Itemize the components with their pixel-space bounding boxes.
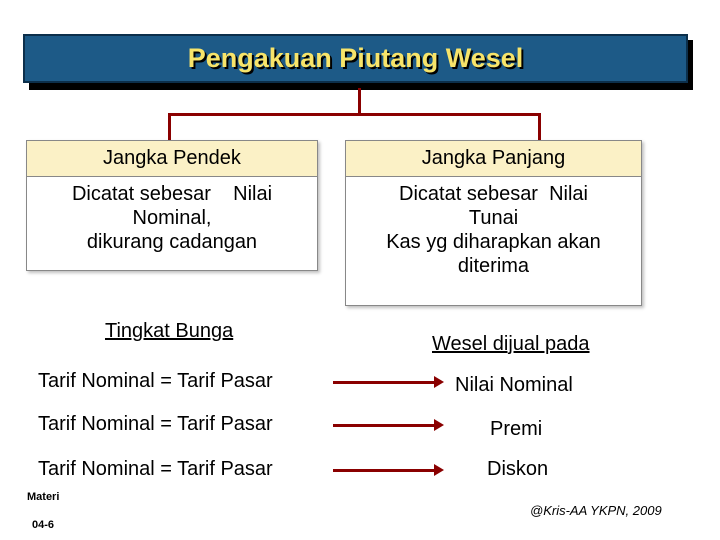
page-title: Pengakuan Piutang Wesel bbox=[187, 43, 524, 73]
footer-materi-label: Materi bbox=[27, 491, 60, 503]
connector-vertical-top bbox=[358, 88, 361, 115]
connector-left-drop bbox=[168, 113, 171, 142]
connector-horizontal bbox=[168, 113, 540, 116]
long-term-line-2: Tunai bbox=[468, 207, 519, 229]
rate-comparison-2: Tarif Nominal = Tarif Pasar bbox=[38, 413, 273, 435]
long-term-box bbox=[345, 140, 642, 306]
arrow-right-icon bbox=[333, 424, 435, 427]
long-term-header: Jangka Panjang bbox=[346, 141, 641, 177]
interest-rate-heading: Tingkat Bunga bbox=[105, 320, 234, 342]
footer-credit: @Kris-AA YKPN, 2009 bbox=[530, 503, 662, 518]
long-term-line-1: Dicatat sebesar Nilai bbox=[399, 183, 588, 205]
arrow-right-icon bbox=[333, 469, 435, 472]
arrow-right-icon bbox=[333, 381, 435, 384]
short-term-line-1: Dicatat sebesar Nilai bbox=[71, 183, 273, 205]
footer-slide-code: 04-6 bbox=[32, 519, 55, 531]
sale-result-1: Nilai Nominal bbox=[455, 374, 573, 396]
short-term-header: Jangka Pendek bbox=[27, 141, 317, 177]
title-banner bbox=[23, 34, 688, 83]
short-term-line-2: Nominal, bbox=[132, 207, 212, 229]
long-term-body bbox=[346, 177, 641, 278]
rate-comparison-3: Tarif Nominal = Tarif Pasar bbox=[38, 458, 273, 480]
connector-right-drop bbox=[538, 113, 541, 142]
long-term-line-4: diterima bbox=[457, 255, 530, 277]
sale-result-2: Premi bbox=[490, 418, 543, 440]
sale-result-3: Diskon bbox=[487, 458, 549, 480]
short-term-box bbox=[26, 140, 318, 271]
long-term-line-3: Kas yg diharapkan akan bbox=[386, 231, 601, 253]
rate-comparison-1: Tarif Nominal = Tarif Pasar bbox=[38, 370, 273, 392]
note-sold-heading: Wesel dijual pada bbox=[432, 333, 590, 355]
short-term-body bbox=[27, 177, 317, 254]
short-term-line-3: dikurang cadangan bbox=[86, 231, 258, 253]
